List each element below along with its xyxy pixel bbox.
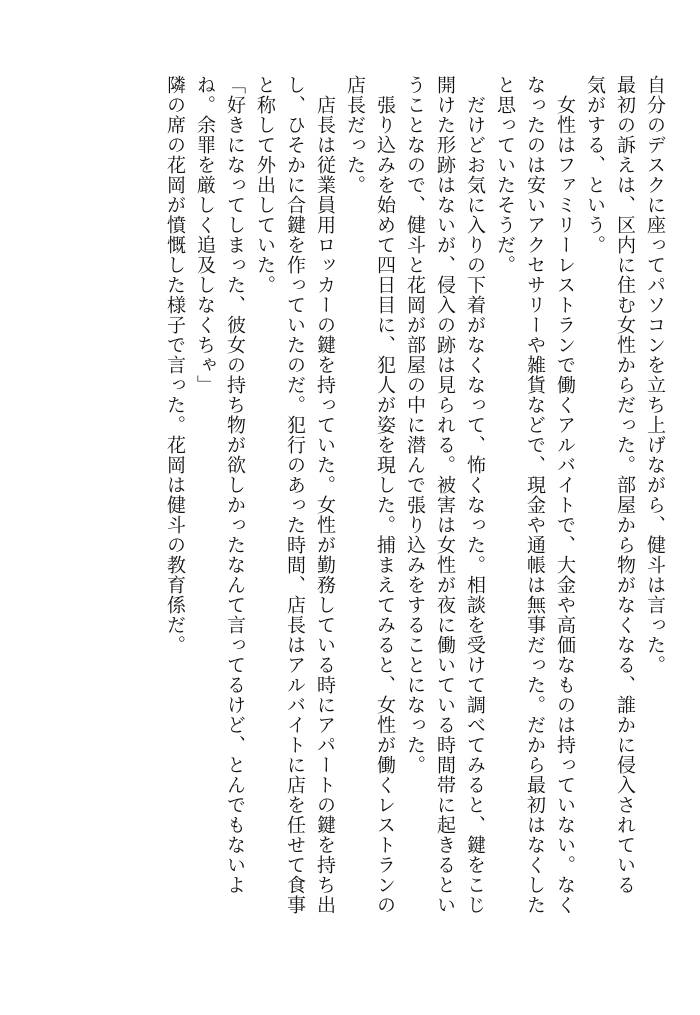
text-line: 女性はファミリーレストランで働くアルバイトで、大金や高価なものは持っていない。なく — [554, 75, 576, 915]
text-line: だけどお気に入りの下着がなくなって、怖くなった。相談を受けて調べてみると、鍵をこじ — [464, 75, 486, 915]
text-line: ね。余罪を厳しく追及しなくちゃ」 — [194, 75, 216, 395]
text-line: し、ひそかに合鍵を作っていたのだ。犯行のあった時間、店長はアルバイトに店を任せて食事 — [284, 75, 306, 915]
text-line: うことなので、健斗と花岡が部屋の中に潜んで張り込みをすることになった。 — [404, 75, 426, 775]
text-line: 店長だった。 — [344, 75, 366, 195]
text-line: 開けた形跡はないが、侵入の跡は見られる。被害は女性が夜に働いている時間帯に起きるとい — [434, 75, 456, 915]
text-line: 自分のデスクに座ってパソコンを立ち上げながら、健斗は言った。 — [644, 75, 666, 675]
text-line: と称して外出していた。 — [254, 75, 276, 295]
text-line: 最初の訴えは、区内に住む女性からだった。部屋から物がなくなる、誰かに侵入されている — [614, 75, 636, 895]
text-line: なったのは安いアクセサリーや雑貨などで、現金や通帳は無事だった。だから最初はなくした — [524, 75, 546, 915]
text-line: 気がする、という。 — [584, 75, 606, 255]
text-line: 「好きになってしまった、彼女の持ち物が欲しかったなんて言ってるけど、とんでもないよ — [224, 75, 246, 895]
text-line: と思っていたそうだ。 — [494, 75, 516, 275]
text-line: 張り込みを始めて四日目に、犯人が姿を現した。捕まえてみると、女性が働くレストランの — [374, 75, 396, 915]
text-line: 店長は従業員用ロッカーの鍵を持っていた。女性が勤務している時にアパートの鍵を持ち出 — [314, 75, 336, 915]
text-line: 隣の席の花岡が憤慨した様子で言った。花岡は健斗の教育係だ。 — [164, 75, 186, 655]
vertical-text-body — [160, 75, 670, 965]
